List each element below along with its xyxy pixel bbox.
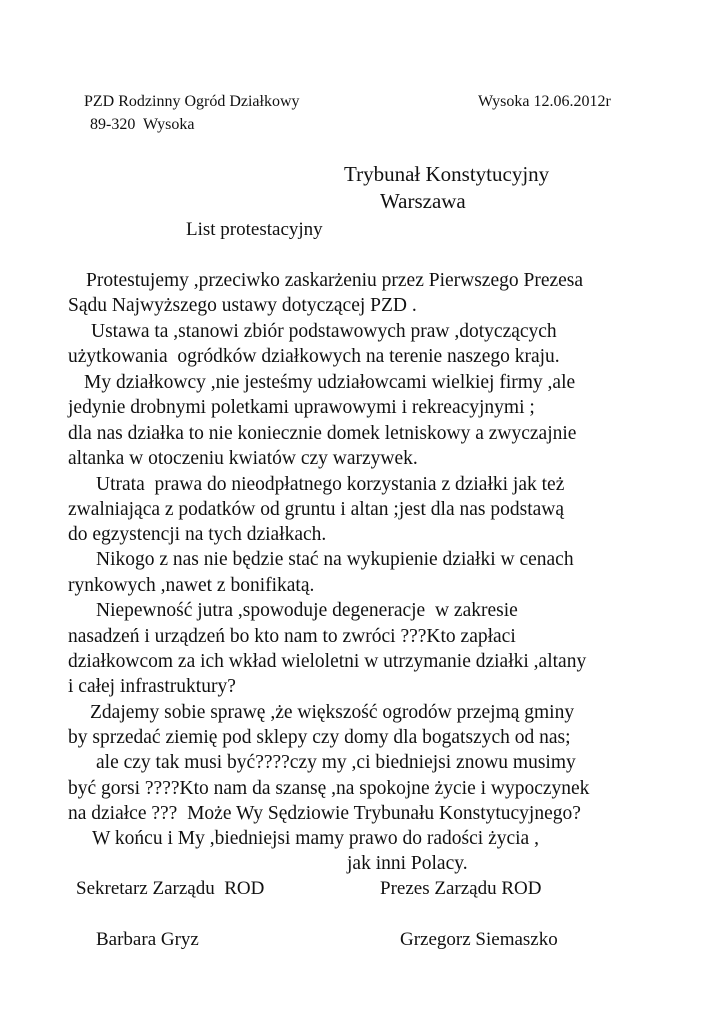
body-line: jak inni Polacy. <box>347 853 468 874</box>
body-line: W końcu i My ,biedniejsi mamy prawo do radości życia , <box>92 828 539 849</box>
body-line: ale czy tak musi być????czy my ,ci biedniejsi znowu musimy <box>96 752 576 773</box>
sender-address: 89-320 Wysoka <box>90 116 195 133</box>
body-line: i całej infrastruktury? <box>68 676 236 697</box>
letter-date: Wysoka 12.06.2012r <box>478 93 611 110</box>
body-line: Ustawa ta ,stanowi zbiór podstawowych praw ,dotyczących <box>91 321 557 342</box>
body-line: Nikogo z nas nie będzie stać na wykupienie działki w cenach <box>96 549 574 570</box>
recipient-name: Trybunał Konstytucyjny <box>344 162 550 186</box>
letter-title: List protestacyjny <box>186 219 323 240</box>
secretary-role: Sekretarz Zarządu ROD <box>76 878 265 899</box>
body-line: na działce ??? Może Wy Sędziowie Trybunału Konstytucyjnego? <box>68 803 581 824</box>
body-line: być gorsi ????Kto nam da szansę ,na spokojne życie i wypoczynek <box>68 778 590 799</box>
body-line: nasadzeń i urządzeń bo kto nam to zwróci ???Kto zapłaci <box>68 626 516 647</box>
body-line: zwalniająca z podatków od gruntu i altan ;jest dla nas podstawą <box>68 499 565 520</box>
body-line: Niepewność jutra ,spowoduje degeneracje w zakresie <box>96 600 518 621</box>
secretary-name: Barbara Gryz <box>96 929 199 950</box>
body-line: Zdajemy sobie sprawę ,że większość ogrodów przejmą gminy <box>90 702 575 723</box>
recipient-city: Warszawa <box>380 189 466 213</box>
body-line: Utrata prawa do nieodpłatnego korzystania z działki jak też <box>96 474 565 495</box>
body-line: by sprzedać ziemię pod sklepy czy domy dla bogatszych od nas; <box>68 727 571 748</box>
sender-name: PZD Rodzinny Ogród Działkowy <box>84 93 300 110</box>
body-line: dla nas działka to nie koniecznie domek letniskowy a zwyczajnie <box>68 423 577 444</box>
body-line: altanka w otoczeniu kwiatów czy warzywek. <box>68 448 418 469</box>
body-line: do egzystencji na tych działkach. <box>68 524 327 545</box>
body-line: rynkowych ,nawet z bonifikatą. <box>68 575 315 596</box>
body-line: użytkowania ogródków działkowych na terenie naszego kraju. <box>68 346 560 367</box>
body-line: działkowcom za ich wkład wieloletni w utrzymanie działki ,altany <box>68 651 587 672</box>
president-role: Prezes Zarządu ROD <box>380 878 542 899</box>
president-name: Grzegorz Siemaszko <box>400 929 558 950</box>
body-line: jedynie drobnymi poletkami uprawowymi i rekreacyjnymi ; <box>68 397 535 418</box>
body-line: My działkowcy ,nie jesteśmy udziałowcami wielkiej firmy ,ale <box>84 372 576 393</box>
body-line: Sądu Najwyższego ustawy dotyczącej PZD . <box>68 295 417 316</box>
body-line: Protestujemy ,przeciwko zaskarżeniu przez Pierwszego Prezesa <box>86 270 584 291</box>
